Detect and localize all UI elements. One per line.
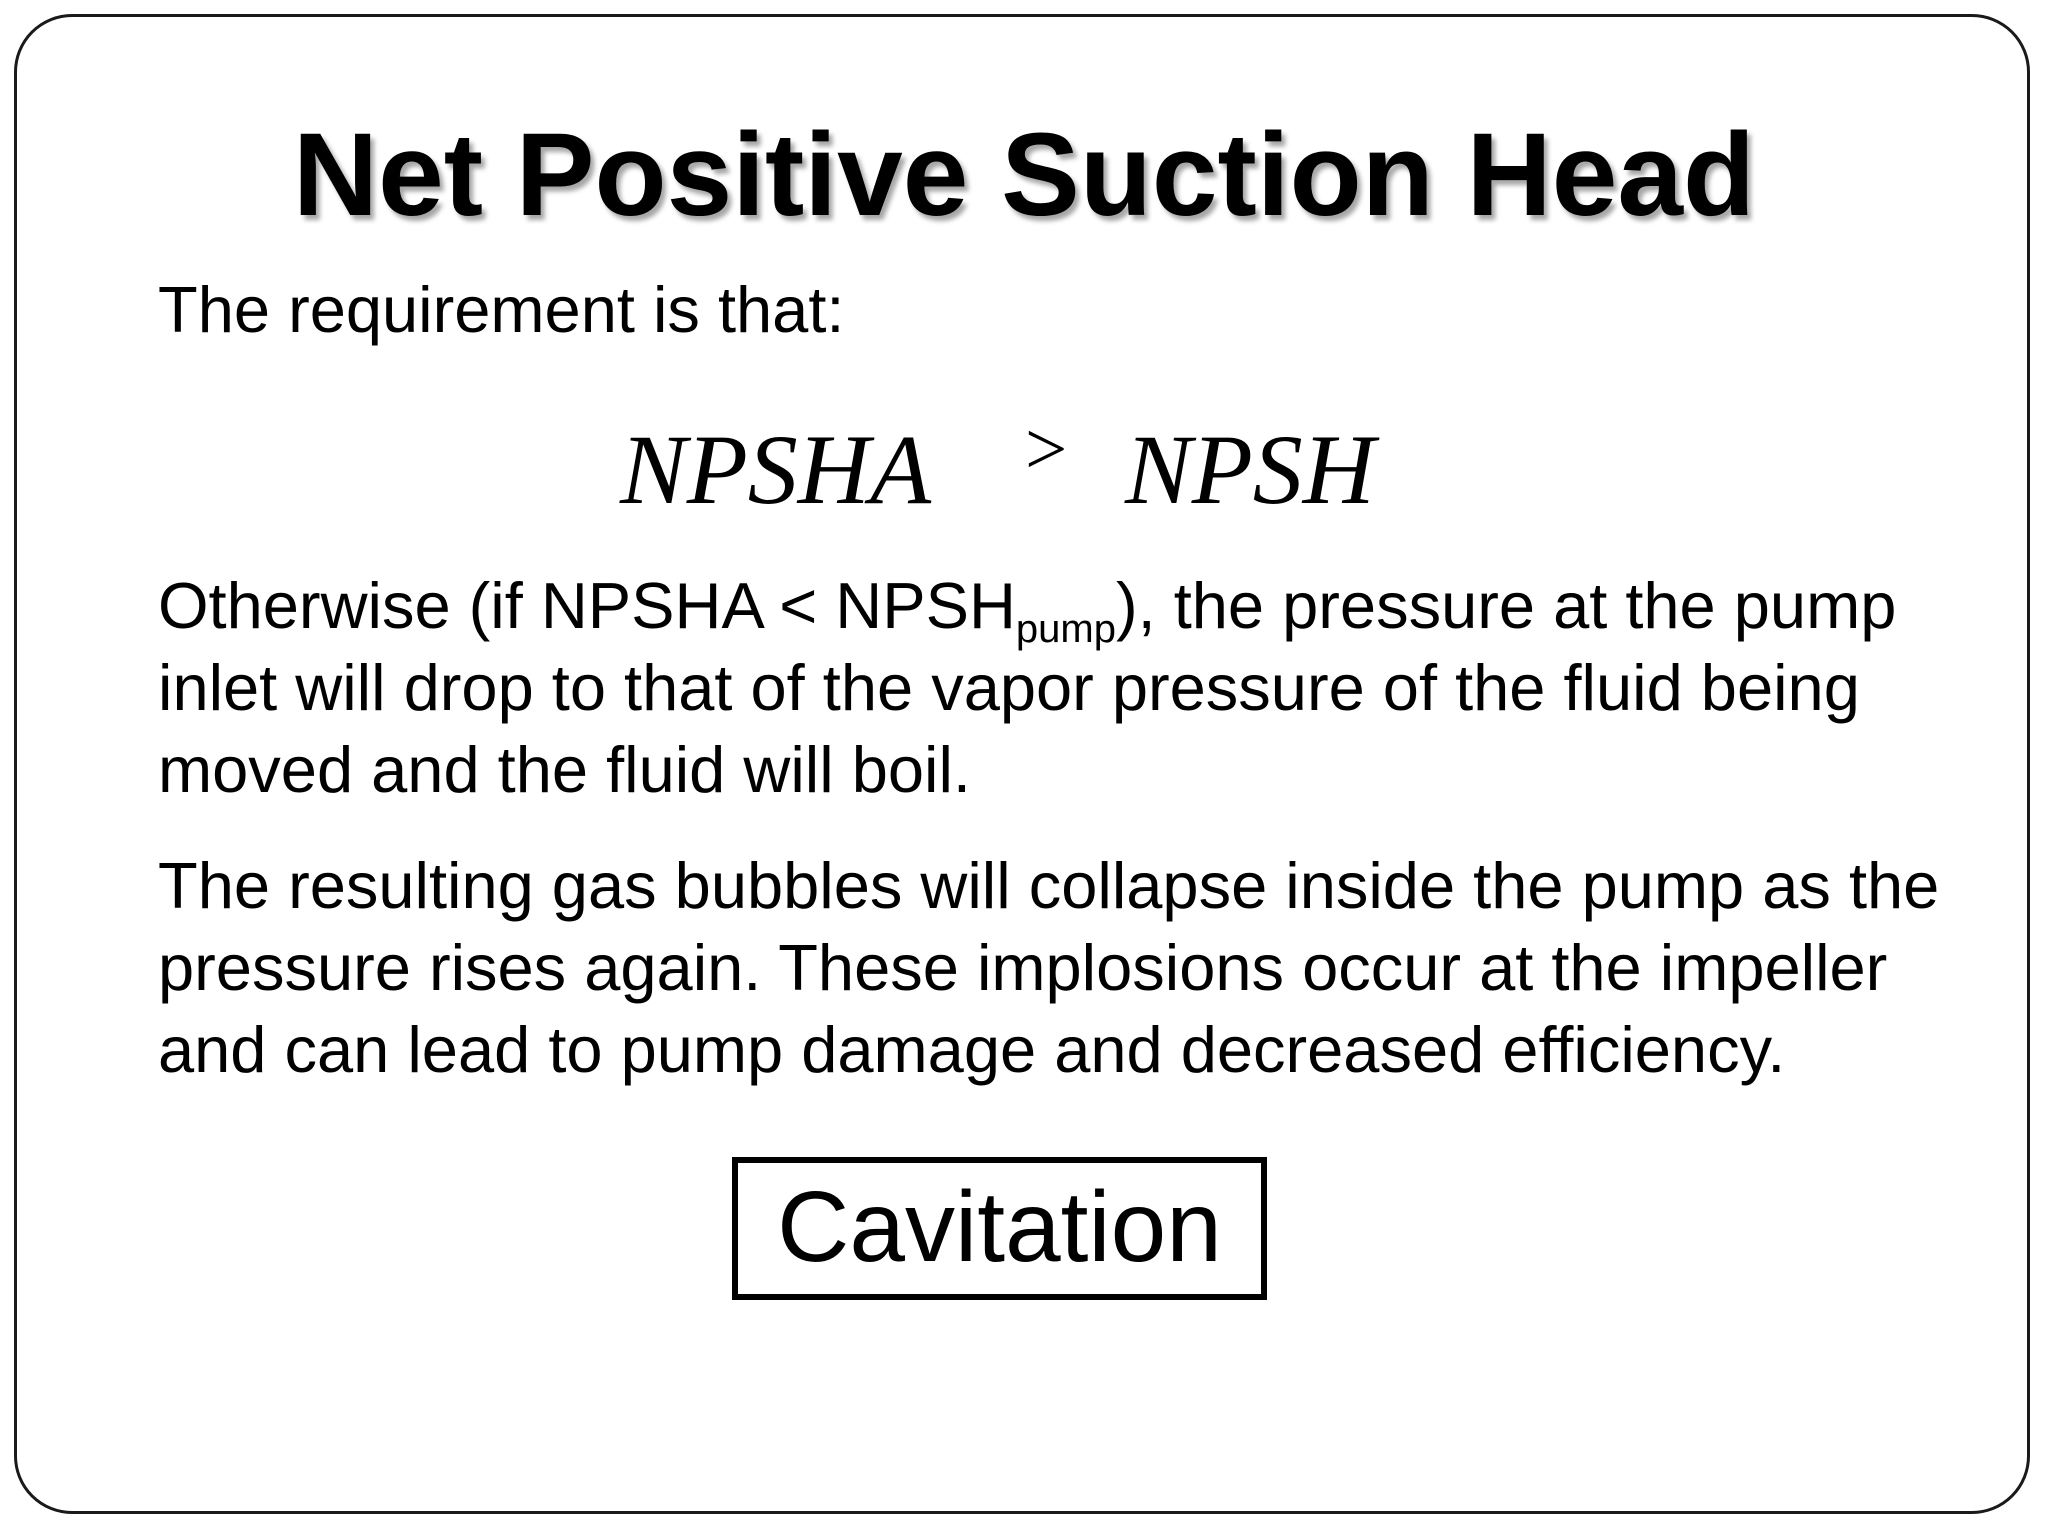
- slide-title: Net Positive Suction Head: [292, 109, 1756, 241]
- paragraph-otherwise: [158, 565, 1958, 811]
- lead-text: The requirement is that:: [158, 273, 845, 346]
- paragraph-bubbles: The resulting gas bubbles will collapse inside the pump as the pressure rises again. These implosions occur at the impeller and can lead to pump damage and decreased efficiency.: [158, 849, 1940, 1086]
- cavitation-box: Cavitation: [732, 1157, 1267, 1300]
- npsh-subscript: pump: [1015, 607, 1116, 651]
- paragraph-otherwise-start: Otherwise (if NPSHA < NPSH: [158, 569, 1016, 642]
- equation-operator: >: [1025, 408, 1068, 491]
- equation-lhs: NPSHA: [620, 414, 932, 525]
- paragraph-otherwise-end: ), the pressure at the pump inlet will drop to that of the vapor pressure of the fluid being moved and the fluid will boil.: [158, 569, 1897, 806]
- equation-rhs: NPSH: [1125, 414, 1375, 525]
